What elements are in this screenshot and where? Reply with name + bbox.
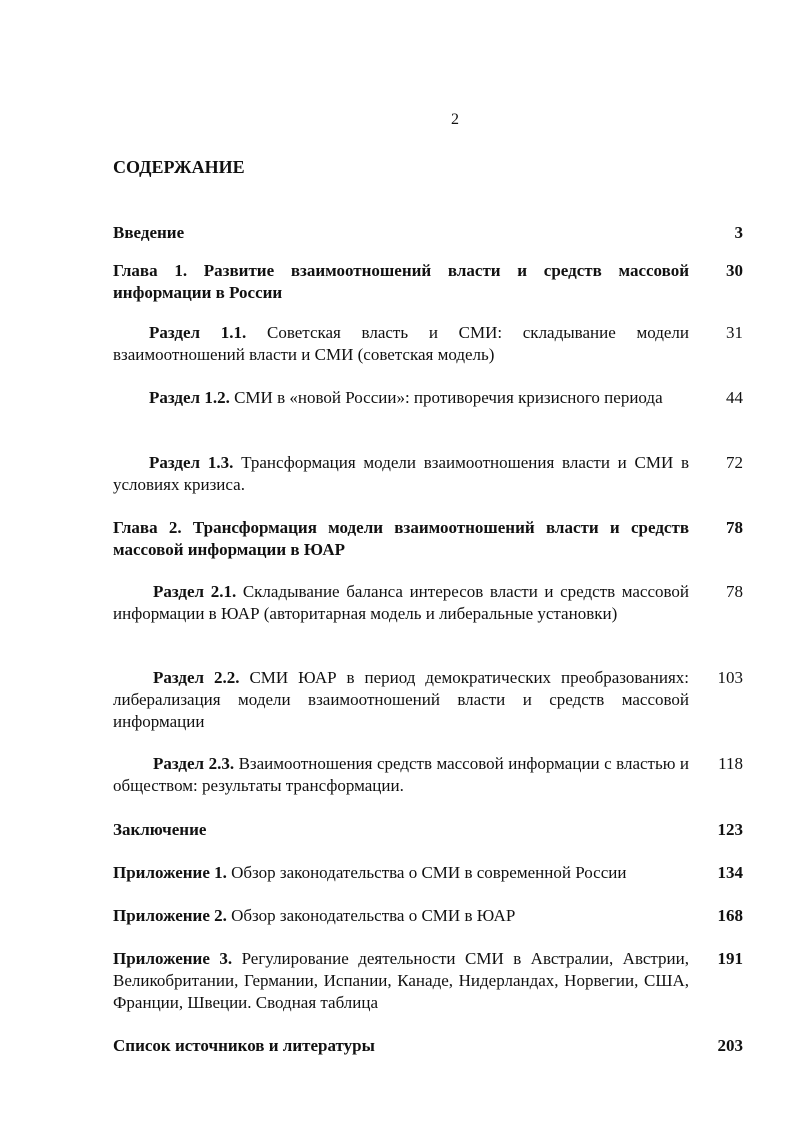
toc-entry-introduction <box>113 222 743 244</box>
toc-entry-label: Приложение 1. <box>113 863 227 882</box>
toc-entry-text: Заключение <box>113 820 207 839</box>
toc-entry-page: 78 <box>726 518 743 537</box>
toc-entry-page: 31 <box>726 323 743 342</box>
toc-entry-text: СМИ в «новой России»: противоречия кризисного периода <box>234 388 663 407</box>
toc-entry-page: 72 <box>726 453 743 472</box>
toc-entry-page: 134 <box>717 863 743 882</box>
toc-entry-section-2-3 <box>113 753 743 797</box>
toc-entry-text: Советская власть и СМИ: складывание модели взаимоотношений власти и СМИ (советская модель) <box>113 323 690 364</box>
page-number: 2 <box>451 111 459 128</box>
toc-entry-page: 203 <box>717 1036 743 1055</box>
toc-entry-page: 3 <box>734 223 743 242</box>
toc-entry-label: Раздел 1.1. <box>149 323 247 342</box>
toc-entry-text: Глава 2. Трансформация модели взаимоотношений власти и средств массовой информации в ЮАР <box>113 518 689 559</box>
toc-entry-chapter-2 <box>113 517 743 561</box>
toc-entry-page: 44 <box>726 388 743 407</box>
toc-entry-appendix-3 <box>113 948 743 1014</box>
toc-entry-chapter-1 <box>113 260 743 304</box>
toc-entry-appendix-2 <box>113 905 743 927</box>
toc-entry-text: Список источников и литературы <box>113 1036 375 1055</box>
toc-entry-bibliography <box>113 1035 743 1057</box>
toc-entry-text: Обзор законодательства о СМИ в современной России <box>231 863 627 882</box>
toc-entry-conclusion <box>113 819 743 841</box>
toc-entry-text: Глава 1. Развитие взаимоотношений власти и средств массовой информации в России <box>113 261 689 302</box>
toc-entry-text: Взаимоотношения средств массовой информации с властью и обществом: результаты трансформации. <box>113 754 689 795</box>
toc-entry-section-1-3 <box>113 452 743 496</box>
toc-entry-label: Раздел 2.2. <box>153 668 240 687</box>
toc-entry-section-1-2 <box>113 387 743 409</box>
toc-entry-page: 103 <box>717 668 743 687</box>
toc-entry-text: Регулирование деятельности СМИ в Австралии, Австрии, Великобритании, Германии, Испании, Канаде, Нидерландах, Норвегии, США, Франции, Швеции. Сводная таблица <box>113 949 689 1012</box>
toc-entry-page: 78 <box>726 582 743 601</box>
toc-entry-label: Раздел 2.3. <box>153 754 235 773</box>
toc-entry-text: СМИ ЮАР в период демократических преобразованиях: либерализация модели взаимоотношений власти и средств массовой информации <box>113 668 690 731</box>
toc-entry-text: Обзор законодательства о СМИ в ЮАР <box>231 906 516 925</box>
toc-entry-page: 123 <box>717 820 743 839</box>
toc-entry-page: 30 <box>726 261 743 280</box>
toc-entry-label: Раздел 1.3. <box>149 453 234 472</box>
toc-entry-text: Введение <box>113 223 185 242</box>
toc-entry-label: Приложение 2. <box>113 906 227 925</box>
page-title: СОДЕРЖАНИЕ <box>113 157 245 177</box>
toc-entry-page: 168 <box>717 906 743 925</box>
toc-entry-section-2-2 <box>113 667 743 733</box>
toc-entry-text: Трансформация модели взаимоотношения власти и СМИ в условиях кризиса. <box>113 453 690 494</box>
toc-entry-section-2-1 <box>113 581 743 625</box>
toc-entry-page: 118 <box>718 754 743 773</box>
toc-entry-text: Складывание баланса интересов власти и средств массовой информации в ЮАР (авторитарная модель и либеральные установки) <box>113 582 690 623</box>
toc-entry-label: Раздел 2.1. <box>153 582 237 601</box>
toc-entry-page: 191 <box>717 949 743 968</box>
toc-entry-appendix-1 <box>113 862 743 884</box>
toc-entry-label: Приложение 3. <box>113 949 233 968</box>
toc-entry-label: Раздел 1.2. <box>149 388 230 407</box>
toc-entry-section-1-1 <box>113 322 743 366</box>
